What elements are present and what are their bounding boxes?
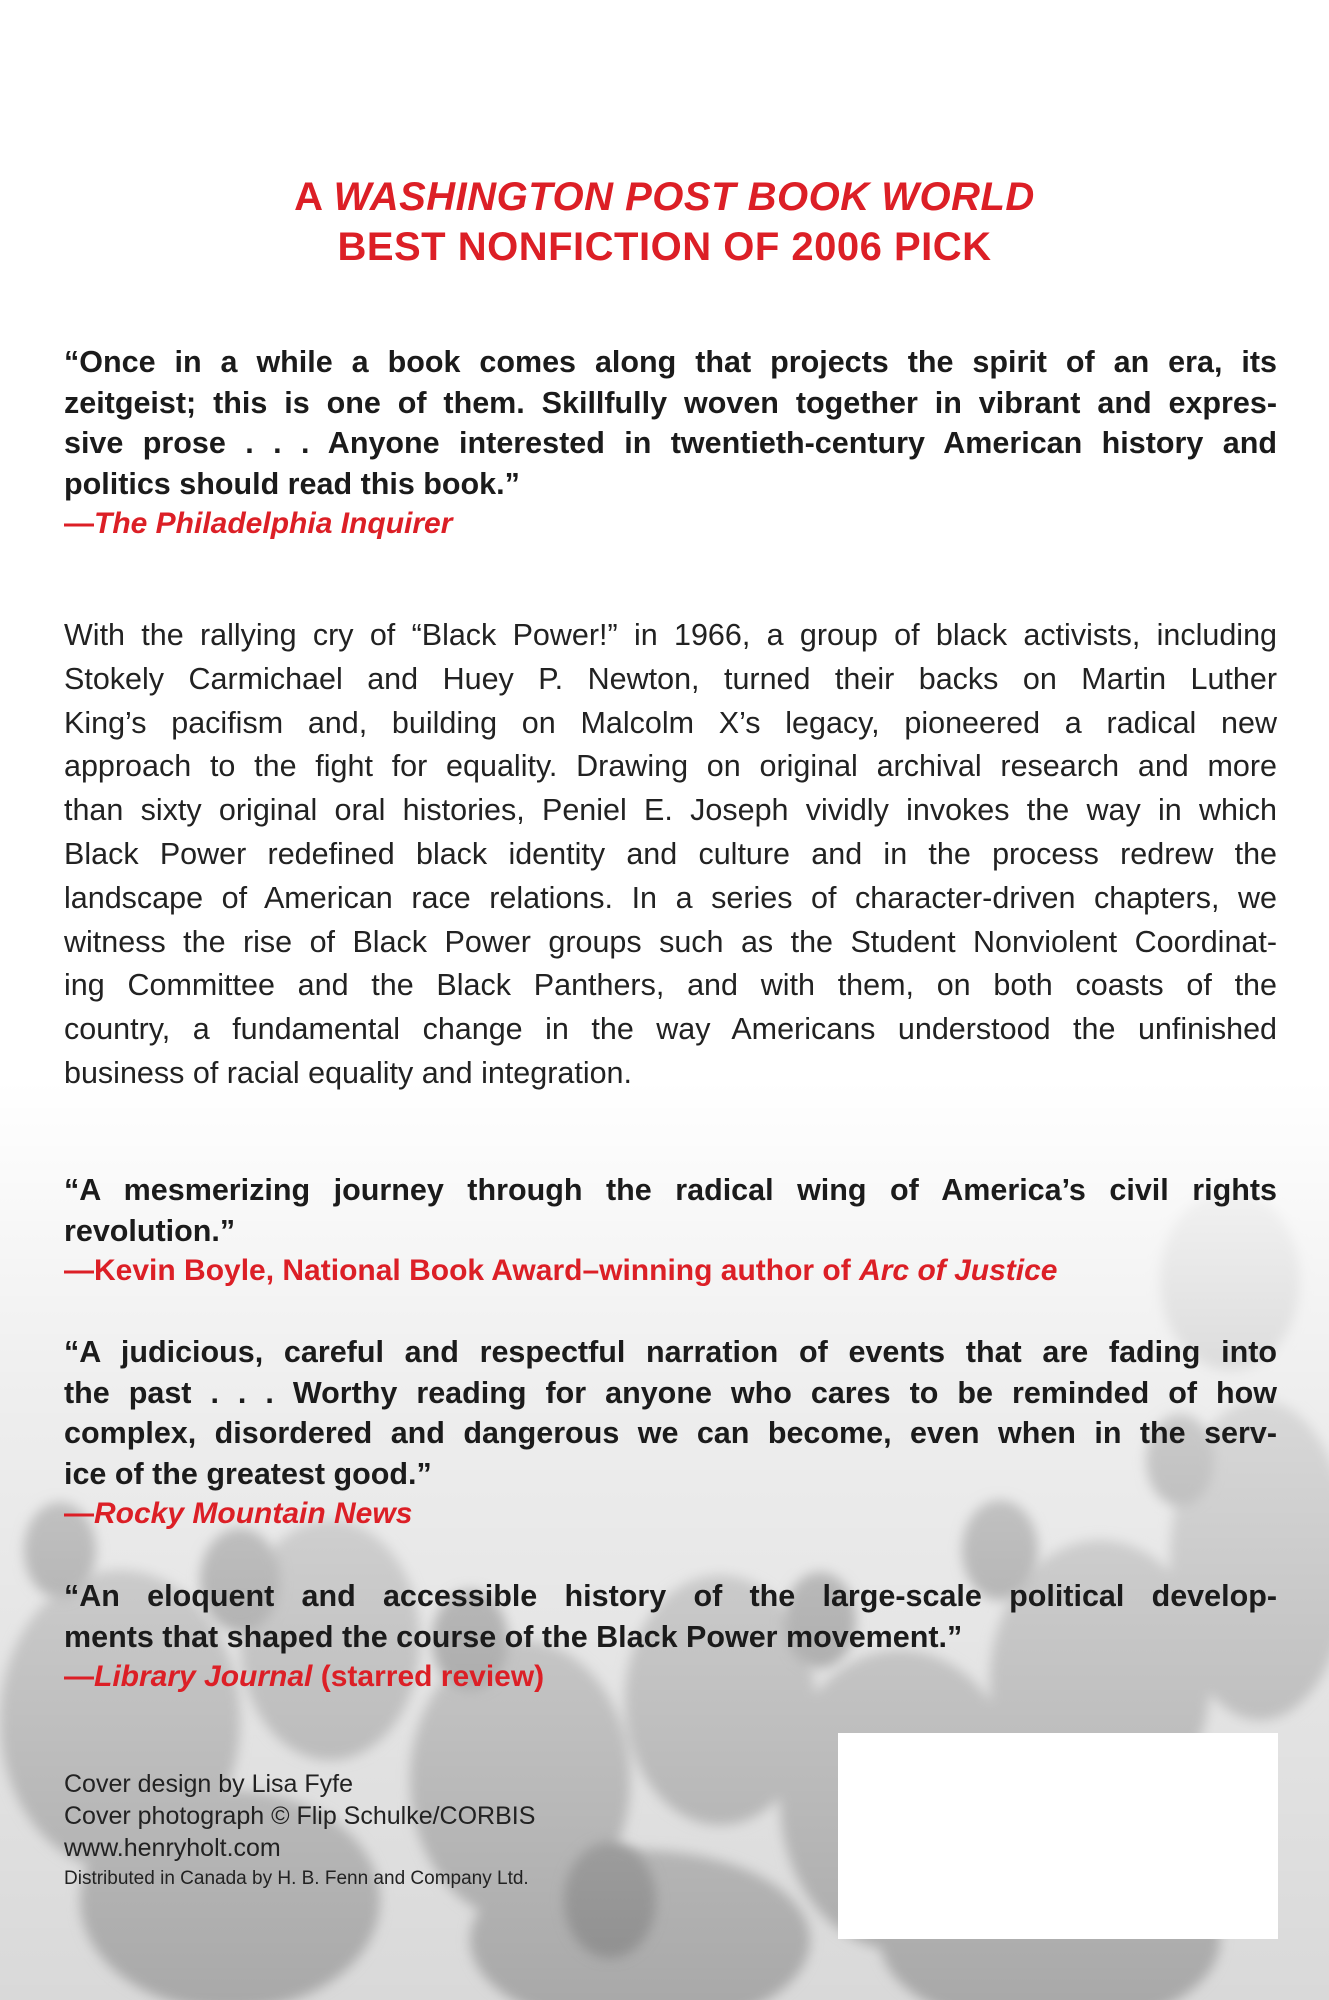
quote-line: complex, disordered and dangerous we can become, even when in the serv- (64, 1416, 1277, 1450)
quote-line: ice of the greatest good.” (64, 1456, 432, 1491)
barcode-area (838, 1733, 1278, 1939)
description-line: than sixty original oral histories, Peniel E. Joseph vividly invokes the way in which (64, 793, 1277, 828)
description-line: With the rallying cry of “Black Power!” in 1966, a group of black activists, including (64, 618, 1277, 652)
quote-text (64, 342, 1277, 504)
description-line: ing Committee and the Black Panthers, and with them, on both coasts of the (64, 968, 1277, 1003)
review-quote-library-journal (64, 1576, 1277, 1697)
description-line: approach to the fight for equality. Drawing on original archival research and more (64, 749, 1277, 784)
quote-line: “A judicious, careful and respectful narration of events that are fading into (64, 1335, 1277, 1369)
quote-line: the past . . . Worthy reading for anyone who cares to be reminded of how (64, 1375, 1277, 1410)
cover-design-credit: Cover design by Lisa Fyfe (64, 1770, 354, 1798)
quote-line: “Once in a while a book comes along that projects the spirit of an era, its (64, 345, 1277, 379)
quote-line: revolution.” (64, 1213, 236, 1248)
headline-line-2: BEST NONFICTION OF 2006 PICK (337, 225, 992, 269)
quote-line: “A mesmerizing journey through the radical wing of America’s civil rights (64, 1173, 1277, 1207)
review-quote-philadelphia-inquirer (64, 342, 1277, 544)
quote-line: “An eloquent and accessible history of the large-scale political develop- (64, 1579, 1277, 1613)
quote-attribution: —The Philadelphia Inquirer (64, 507, 453, 540)
publisher-website: www.henryholt.com (64, 1834, 281, 1862)
book-description (64, 614, 1277, 1096)
description-line: witness the rise of Black Power groups such as the Student Nonviolent Coordinat- (64, 924, 1277, 959)
headline-line-1: A WASHINGTON POST BOOK WORLD (294, 175, 1035, 219)
quote-line: sive prose . . . Anyone interested in twentieth-century American history and (64, 426, 1277, 460)
description-line: country, a fundamental change in the way Americans understood the unfinished (64, 1012, 1277, 1047)
description-line: business of racial equality and integration. (64, 1055, 632, 1090)
description-line: landscape of American race relations. In a series of character-driven chapters, we (64, 880, 1277, 915)
quote-text (64, 1576, 1277, 1657)
quote-attribution: —Kevin Boyle, National Book Award–winning author of Arc of Justice (64, 1254, 1058, 1287)
cover-photo-credit: Cover photograph © Flip Schulke/CORBIS (64, 1802, 536, 1830)
quote-text (64, 1332, 1277, 1494)
credits (64, 1768, 535, 1894)
description-line: King’s pacifism and, building on Malcolm X’s legacy, pioneered a radical new (64, 705, 1277, 740)
quote-line: ments that shaped the course of the Black Power movement.” (64, 1619, 963, 1654)
quote-line: politics should read this book.” (64, 466, 520, 501)
distribution-note: Distributed in Canada by H. B. Fenn and Company Ltd. (64, 1868, 529, 1889)
quote-line: zeitgeist; this is one of them. Skillfully woven together in vibrant and expres- (64, 385, 1277, 420)
review-quote-rocky-mountain-news (64, 1332, 1277, 1534)
quote-attribution: —Rocky Mountain News (64, 1497, 413, 1530)
description-line: Stokely Carmichael and Huey P. Newton, turned their backs on Martin Luther (64, 661, 1277, 696)
quote-text (64, 1170, 1277, 1251)
headline (0, 172, 1329, 272)
description-line: Black Power redefined black identity and culture and in the process redrew the (64, 836, 1277, 871)
quote-attribution: —Library Journal (starred review) (64, 1660, 545, 1693)
review-quote-kevin-boyle (64, 1170, 1277, 1291)
